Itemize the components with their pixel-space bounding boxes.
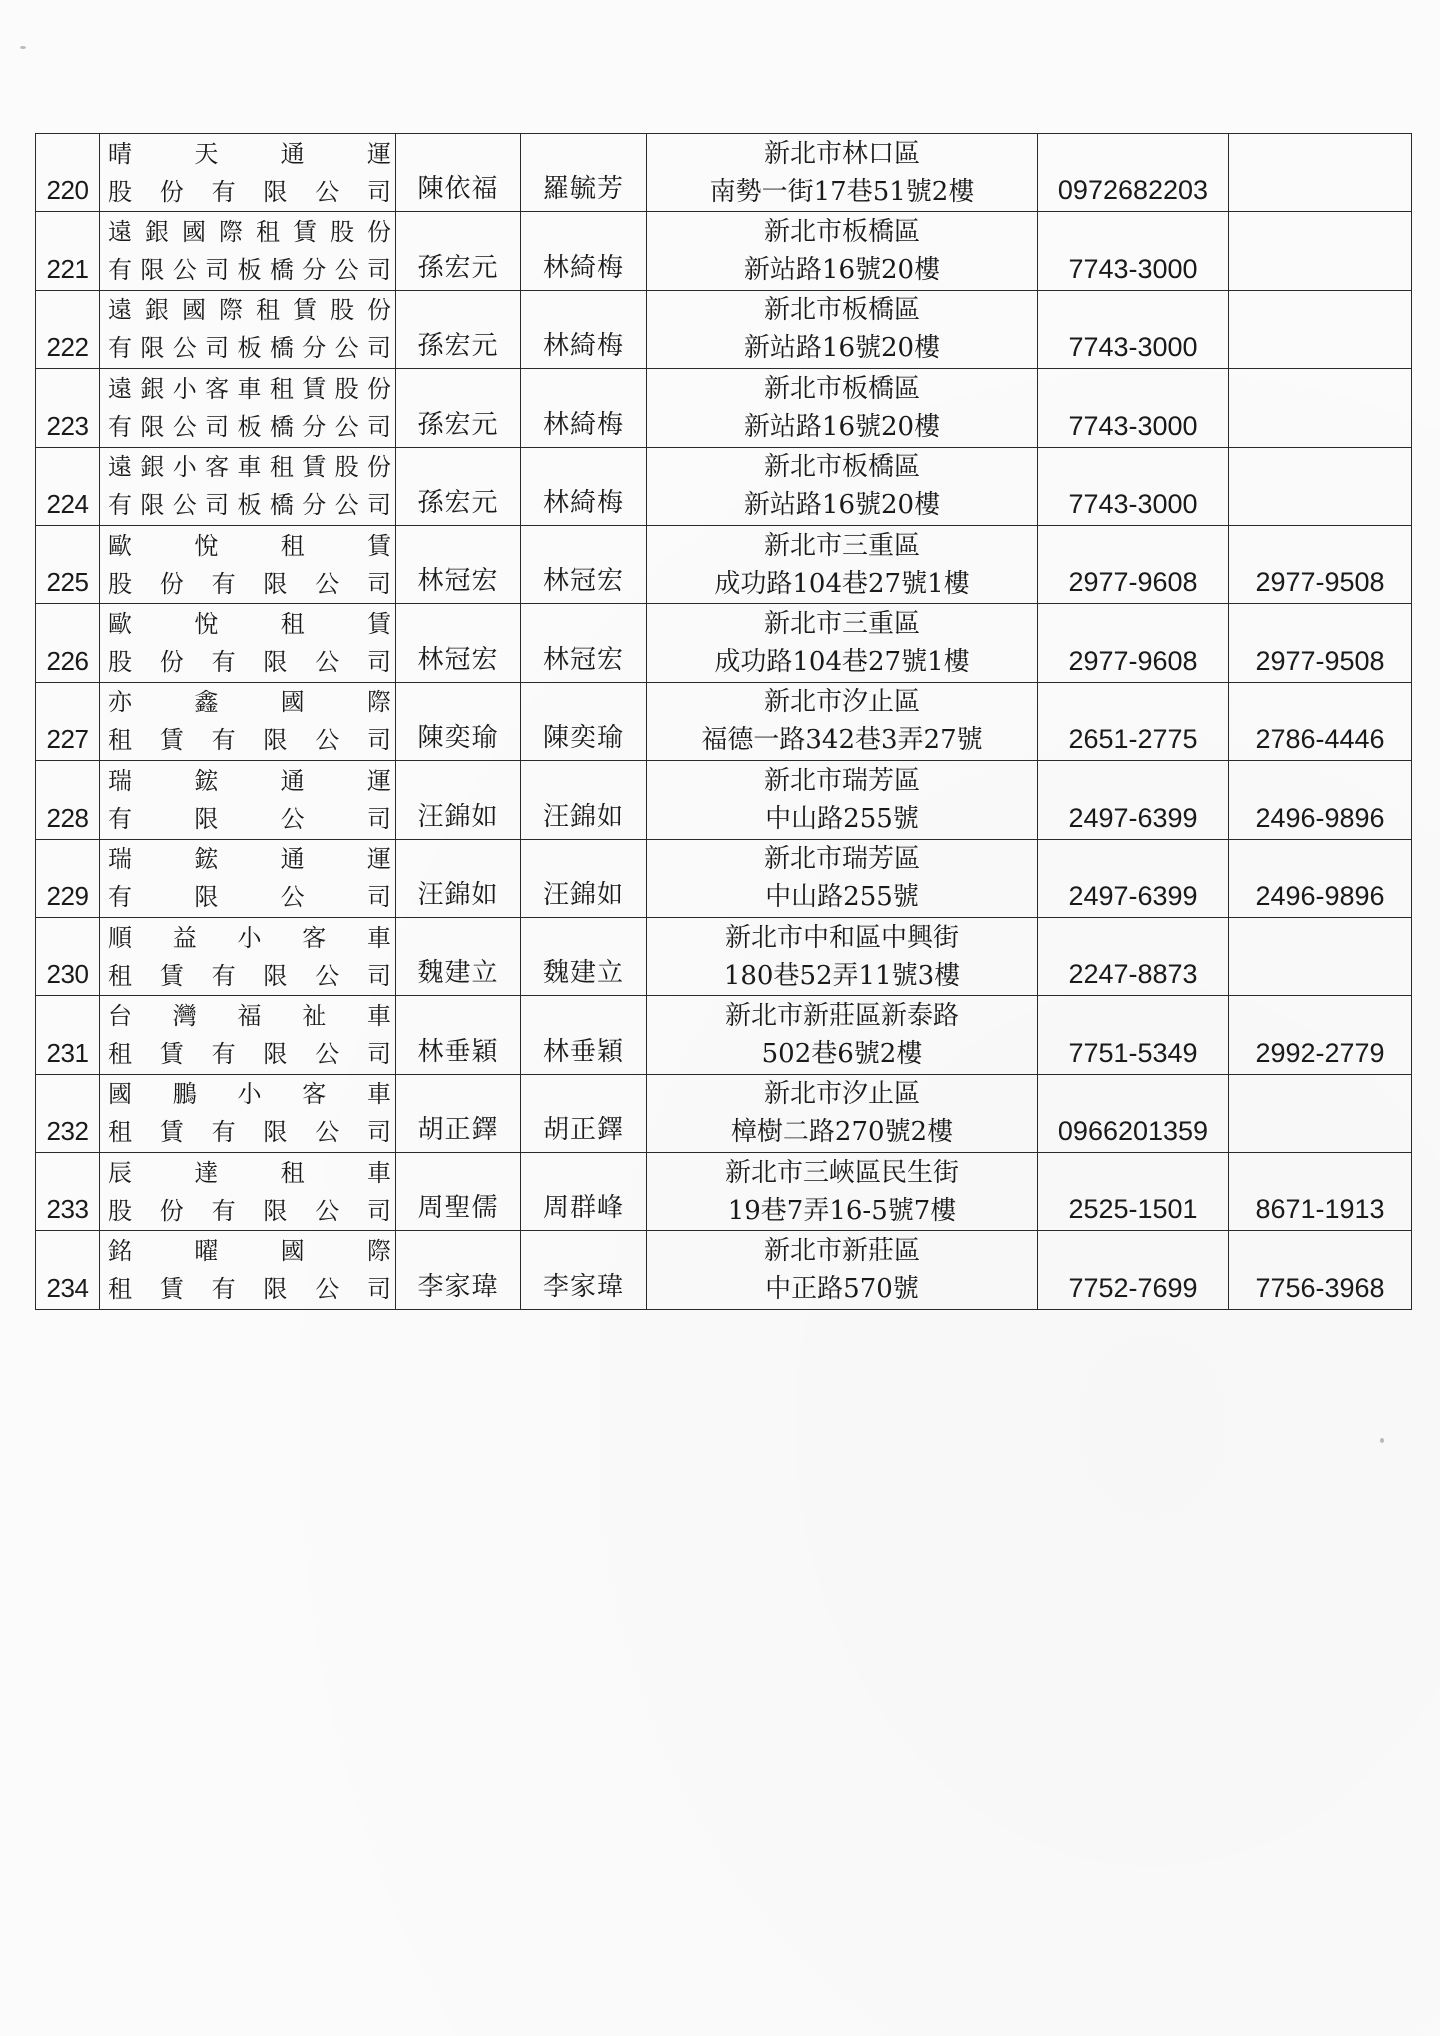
table-row	[36, 369, 1412, 447]
address-line: 新北市中和區中興街	[724, 922, 959, 953]
telephone: 7743-3000	[1038, 369, 1229, 447]
address	[647, 447, 1038, 525]
fax: 2992-2779	[1229, 996, 1412, 1074]
company-name-line: 歐 悅 租 賃	[108, 531, 391, 560]
table-row	[36, 525, 1412, 603]
contact-person: 林冠宏	[521, 525, 647, 603]
fax: 2496-9896	[1229, 839, 1412, 917]
contact-person: 陳奕瑜	[521, 682, 647, 760]
fax: 2786-4446	[1229, 682, 1412, 760]
representative: 林冠宏	[396, 525, 521, 603]
address	[647, 1231, 1038, 1309]
address-line: 新北市林口區	[763, 138, 920, 169]
telephone: 0972682203	[1038, 134, 1229, 212]
address-line: 南勢一街17巷51號2樓	[709, 176, 975, 207]
fax	[1229, 917, 1412, 995]
company-name	[100, 212, 396, 290]
representative: 周聖儒	[396, 1153, 521, 1231]
contact-person: 林冠宏	[521, 604, 647, 682]
address-line: 中正路570號	[765, 1274, 919, 1305]
company-name-line: 股 份 有 限 公 司	[108, 569, 391, 598]
company-name-line: 租 賃 有 限 公 司	[108, 1039, 391, 1068]
row-number: 234	[36, 1231, 100, 1309]
fax: 2496-9896	[1229, 761, 1412, 839]
row-number: 221	[36, 212, 100, 290]
telephone: 7743-3000	[1038, 212, 1229, 290]
address-line: 中山路255號	[765, 882, 919, 913]
telephone: 2247-8873	[1038, 917, 1229, 995]
address-line: 新北市三峽區民生街	[724, 1157, 959, 1188]
table-row	[36, 290, 1412, 368]
company-name-line: 銘 曜 國 際	[108, 1237, 391, 1266]
telephone: 2651-2775	[1038, 682, 1229, 760]
address-line: 19巷7弄16-5號7樓	[727, 1195, 957, 1226]
company-name-line: 租 賃 有 限 公 司	[108, 961, 391, 990]
address-line: 新北市汐止區	[763, 687, 920, 718]
company-name	[100, 1231, 396, 1309]
address	[647, 369, 1038, 447]
row-number: 225	[36, 525, 100, 603]
telephone: 7751-5349	[1038, 996, 1229, 1074]
address-line: 成功路104巷27號1樓	[714, 647, 970, 678]
address-line: 新北市三重區	[763, 609, 920, 640]
company-name-line: 股 份 有 限 公 司	[108, 177, 391, 206]
company-name-line: 有 限 公 司 板 橋 分 公 司	[108, 412, 391, 441]
representative: 陳依福	[396, 134, 521, 212]
address-line: 502巷6號2樓	[761, 1038, 923, 1069]
row-number: 233	[36, 1153, 100, 1231]
scan-speck	[20, 46, 26, 49]
address	[647, 212, 1038, 290]
telephone: 2525-1501	[1038, 1153, 1229, 1231]
company-name-line: 辰 達 租 車	[108, 1158, 391, 1187]
fax: 8671-1913	[1229, 1153, 1412, 1231]
company-name	[100, 996, 396, 1074]
representative: 汪錦如	[396, 839, 521, 917]
address-line: 新北市瑞芳區	[763, 765, 920, 796]
company-name-line: 股 份 有 限 公 司	[108, 648, 391, 677]
telephone: 2497-6399	[1038, 761, 1229, 839]
company-name-line: 有 限 公 司 板 橋 分 公 司	[108, 491, 391, 520]
address-line: 新北市板橋區	[763, 373, 920, 404]
contact-person: 羅毓芳	[521, 134, 647, 212]
row-number: 227	[36, 682, 100, 760]
address	[647, 761, 1038, 839]
representative: 林冠宏	[396, 604, 521, 682]
company-name-line: 租 賃 有 限 公 司	[108, 726, 391, 755]
company-name	[100, 1074, 396, 1152]
address	[647, 604, 1038, 682]
address-line: 新站路16號20樓	[743, 333, 941, 364]
contact-person: 李家瑋	[521, 1231, 647, 1309]
company-name	[100, 839, 396, 917]
company-name-line: 遠 銀 小 客 車 租 賃 股 份	[108, 374, 391, 403]
telephone: 2497-6399	[1038, 839, 1229, 917]
representative: 李家瑋	[396, 1231, 521, 1309]
address-line: 新北市新莊區新泰路	[724, 1000, 959, 1031]
company-name	[100, 682, 396, 760]
table-row	[36, 682, 1412, 760]
company-name-line: 歐 悅 租 賃	[108, 610, 391, 639]
telephone: 7752-7699	[1038, 1231, 1229, 1309]
address-line: 新站路16號20樓	[743, 411, 941, 442]
address-line: 新站路16號20樓	[743, 255, 941, 286]
representative: 陳奕瑜	[396, 682, 521, 760]
table-row	[36, 839, 1412, 917]
address-line: 福德一路342巷3弄27號	[701, 725, 983, 756]
company-name-line: 瑞 鋐 通 運	[108, 845, 391, 874]
address	[647, 134, 1038, 212]
contact-person: 汪錦如	[521, 761, 647, 839]
company-name-line: 瑞 鋐 通 運	[108, 766, 391, 795]
address-line: 180巷52弄11號3樓	[723, 960, 961, 991]
fax: 2977-9508	[1229, 604, 1412, 682]
company-name-line: 遠 銀 國 際 租 賃 股 份	[108, 296, 391, 325]
telephone: 7743-3000	[1038, 290, 1229, 368]
address-line: 新北市板橋區	[763, 295, 920, 326]
table-row	[36, 996, 1412, 1074]
fax	[1229, 447, 1412, 525]
address-line: 新北市瑞芳區	[763, 844, 920, 875]
company-name-line: 有 限 公 司 板 橋 分 公 司	[108, 256, 391, 285]
company-name-line: 國 鵬 小 客 車	[108, 1080, 391, 1109]
company-name-line: 股 份 有 限 公 司	[108, 1196, 391, 1225]
address-line: 成功路104巷27號1樓	[714, 568, 970, 599]
company-name-line: 晴 天 通 運	[108, 139, 391, 168]
address	[647, 1153, 1038, 1231]
contact-person: 林綺梅	[521, 447, 647, 525]
row-number: 226	[36, 604, 100, 682]
company-name-line: 遠 銀 國 際 租 賃 股 份	[108, 218, 391, 247]
company-name-line: 有 限 公 司 板 橋 分 公 司	[108, 334, 391, 363]
fax: 2977-9508	[1229, 525, 1412, 603]
row-number: 224	[36, 447, 100, 525]
table-row	[36, 212, 1412, 290]
table-row	[36, 447, 1412, 525]
row-number: 228	[36, 761, 100, 839]
fax	[1229, 369, 1412, 447]
representative: 孫宏元	[396, 369, 521, 447]
contact-person: 林綺梅	[521, 369, 647, 447]
company-name-line: 租 賃 有 限 公 司	[108, 1118, 391, 1147]
address-line: 新北市板橋區	[763, 452, 920, 483]
contact-person: 魏建立	[521, 917, 647, 995]
company-name-line: 台 灣 福 祉 車	[108, 1001, 391, 1030]
company-name-line: 亦 鑫 國 際	[108, 688, 391, 717]
table-row	[36, 917, 1412, 995]
address-line: 新站路16號20樓	[743, 490, 941, 521]
company-name	[100, 917, 396, 995]
telephone: 2977-9608	[1038, 604, 1229, 682]
company-name-line: 有 限 公 司	[108, 883, 391, 912]
table-row	[36, 761, 1412, 839]
representative: 孫宏元	[396, 290, 521, 368]
company-name	[100, 1153, 396, 1231]
table-row	[36, 1153, 1412, 1231]
telephone: 2977-9608	[1038, 525, 1229, 603]
telephone: 7743-3000	[1038, 447, 1229, 525]
address	[647, 996, 1038, 1074]
fax	[1229, 134, 1412, 212]
row-number: 223	[36, 369, 100, 447]
contact-person: 林綺梅	[521, 212, 647, 290]
address	[647, 839, 1038, 917]
row-number: 229	[36, 839, 100, 917]
company-name	[100, 447, 396, 525]
address-line: 新北市三重區	[763, 530, 920, 561]
row-number: 230	[36, 917, 100, 995]
row-number: 231	[36, 996, 100, 1074]
address	[647, 525, 1038, 603]
row-number: 220	[36, 134, 100, 212]
address-line: 新北市新莊區	[763, 1236, 920, 1267]
table-body	[36, 134, 1412, 1310]
company-name-line: 順 益 小 客 車	[108, 923, 391, 952]
address-line: 新北市板橋區	[763, 217, 920, 248]
address	[647, 290, 1038, 368]
address-line: 樟樹二路270號2樓	[730, 1117, 954, 1148]
company-name	[100, 761, 396, 839]
table-row	[36, 1074, 1412, 1152]
representative: 林垂穎	[396, 996, 521, 1074]
fax	[1229, 1074, 1412, 1152]
representative: 魏建立	[396, 917, 521, 995]
fax	[1229, 290, 1412, 368]
company-name-line: 有 限 公 司	[108, 804, 391, 833]
company-name	[100, 525, 396, 603]
row-number: 222	[36, 290, 100, 368]
contact-person: 林綺梅	[521, 290, 647, 368]
row-number: 232	[36, 1074, 100, 1152]
company-name-line: 租 賃 有 限 公 司	[108, 1275, 391, 1304]
company-name-line: 遠 銀 小 客 車 租 賃 股 份	[108, 453, 391, 482]
fax	[1229, 212, 1412, 290]
rental-company-table	[35, 133, 1412, 1310]
table-row	[36, 604, 1412, 682]
address	[647, 1074, 1038, 1152]
company-name	[100, 134, 396, 212]
contact-person: 汪錦如	[521, 839, 647, 917]
table-row	[36, 134, 1412, 212]
table-row	[36, 1231, 1412, 1309]
contact-person: 周群峰	[521, 1153, 647, 1231]
fax: 7756-3968	[1229, 1231, 1412, 1309]
representative: 胡正鐸	[396, 1074, 521, 1152]
representative: 孫宏元	[396, 212, 521, 290]
address-line: 中山路255號	[765, 803, 919, 834]
contact-person: 胡正鐸	[521, 1074, 647, 1152]
company-name	[100, 604, 396, 682]
representative: 汪錦如	[396, 761, 521, 839]
telephone: 0966201359	[1038, 1074, 1229, 1152]
address	[647, 917, 1038, 995]
representative: 孫宏元	[396, 447, 521, 525]
company-name	[100, 290, 396, 368]
address	[647, 682, 1038, 760]
address-line: 新北市汐止區	[763, 1079, 920, 1110]
contact-person: 林垂穎	[521, 996, 647, 1074]
scan-speck	[1380, 1438, 1384, 1443]
company-name	[100, 369, 396, 447]
